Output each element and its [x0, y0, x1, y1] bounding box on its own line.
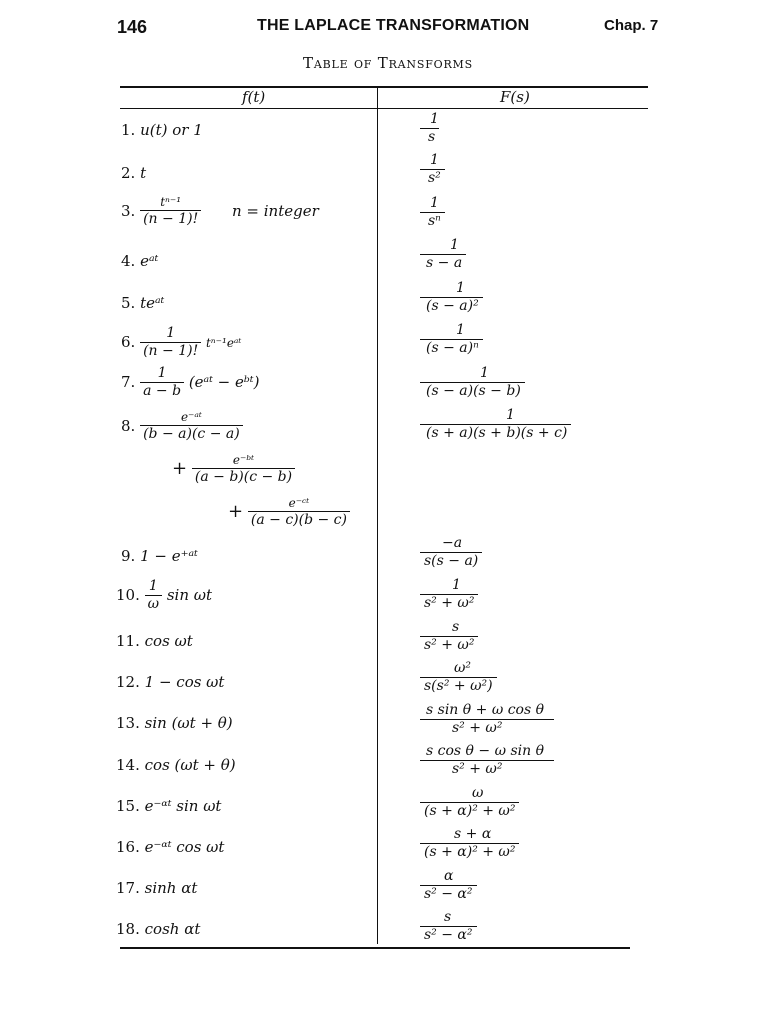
F-entry-17: α s² − α² — [420, 869, 600, 903]
running-title: THE LAPLACE TRANSFORMATION — [257, 17, 530, 34]
f-entry-5: 5. teᵃᵗ — [121, 294, 165, 312]
f-entry-7: 7. $\frac{1}{a - b}$ (eᵃᵗ − eᵇᵗ) — [121, 365, 260, 400]
F-entry-7: 1 (s − a)(s − b) — [420, 366, 600, 400]
F-entry-1: 1 s — [420, 112, 600, 146]
f-entry-2: 2. t — [121, 164, 147, 182]
f-entry-16: 16. e⁻ᵅᵗ cos ωt — [116, 838, 225, 856]
column-header-f: f(t) — [242, 88, 266, 106]
f-entry-14: 14. cos (ωt + θ) — [116, 756, 236, 774]
F-entry-8: 1 (s + a)(s + b)(s + c) — [420, 408, 600, 442]
F-entry-4: 1 s − a — [420, 238, 600, 272]
f-entry-12: 12. 1 − cos ωt — [116, 673, 225, 691]
top-rule — [120, 86, 648, 88]
F-entry-10: 1 s² + ω² — [420, 578, 600, 612]
F-entry-13: s sin θ + ω cos θ s² + ω² — [420, 703, 600, 737]
column-divider — [377, 88, 378, 944]
f-entry-1: 1. u(t) or 1 — [121, 121, 203, 139]
F-entry-6: 1 (s − a)ⁿ — [420, 323, 600, 357]
bottom-rule — [120, 947, 630, 949]
f-entry-8: 8. $\frac{\text{e⁻ᵃᵗ}}{(b - a)(c - a)}$ — [121, 411, 243, 443]
F-entry-3: 1 sⁿ — [420, 196, 600, 230]
table-title: Table of Transforms — [303, 54, 473, 72]
column-header-F: F(s) — [500, 88, 530, 106]
f-entry-13: 13. sin (ωt + θ) — [116, 714, 233, 732]
page-number: 146 — [117, 17, 148, 37]
f-entry-4: 4. eᵃᵗ — [121, 252, 159, 270]
f-entry-11: 11. cos ωt — [116, 632, 193, 650]
F-entry-11: s s² + ω² — [420, 620, 600, 654]
F-entry-14: s cos θ − ω sin θ s² + ω² — [420, 744, 600, 778]
F-entry-5: 1 (s − a)² — [420, 281, 600, 315]
f-entry-8-term-3: + $\frac{\text{e⁻ᶜᵗ}}{(a - c)(b - c)}$ — [228, 497, 350, 529]
f-entry-8-term-2: + $\frac{\text{e⁻ᵇᵗ}}{(a - b)(c - b)}$ — [172, 454, 295, 486]
f-entry-18: 18. cosh αt — [116, 920, 201, 938]
f-entry-3: 3. $\frac{\text{tⁿ⁻¹}}{(n - 1)!}$ n = integer — [121, 195, 319, 228]
F-entry-16: s + α (s + α)² + ω² — [420, 827, 600, 861]
F-entry-12: ω² s(s² + ω²) — [420, 661, 600, 695]
f-entry-10: 10. $\frac{1}{\omega}$ sin ωt — [116, 578, 213, 613]
f-entry-15: 15. e⁻ᵅᵗ sin ωt — [116, 797, 222, 815]
F-entry-2: 1 s² — [420, 153, 600, 187]
header-rule — [120, 108, 648, 109]
chapter-label: Chap. 7 — [604, 17, 659, 34]
f-entry-9: 9. 1 − e⁺ᵃᵗ — [121, 547, 198, 565]
f-entry-17: 17. sinh αt — [116, 879, 198, 897]
F-entry-18: s s² − α² — [420, 910, 600, 944]
F-entry-9: −a s(s − a) — [420, 536, 600, 570]
f-entry-6: 6. $\frac{1}{(n - 1)!}$ tⁿ⁻¹eᵃᵗ — [121, 325, 242, 360]
F-entry-15: ω (s + α)² + ω² — [420, 786, 600, 820]
